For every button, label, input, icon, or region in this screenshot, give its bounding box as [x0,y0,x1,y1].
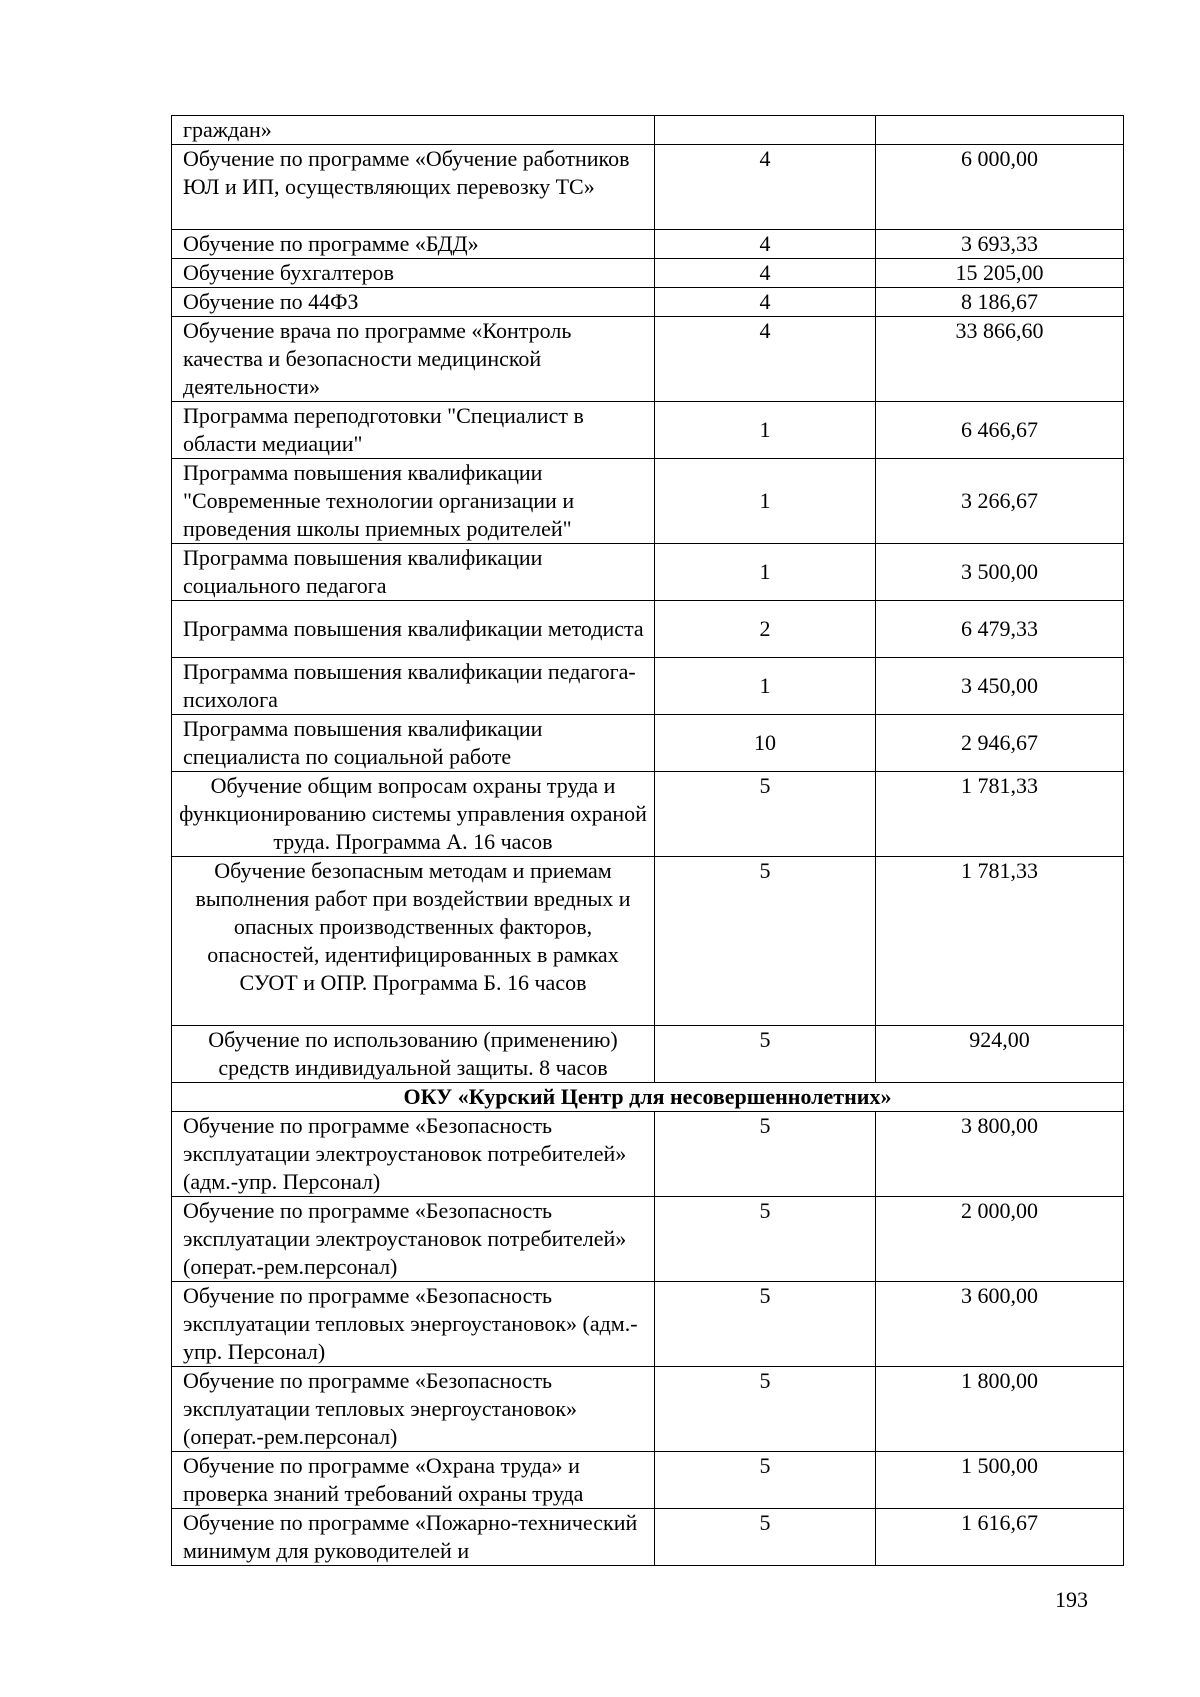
row-quantity-cell: 1 [655,459,876,544]
table-row [172,259,1124,288]
table-row [172,230,1124,259]
table-row [172,116,1124,145]
row-amount-cell: 8 186,67 [876,288,1124,317]
row-amount-cell: 6 479,33 [876,601,1124,658]
table-row [172,715,1124,772]
table-row [172,1509,1124,1566]
table-row [172,601,1124,658]
table-row [172,145,1124,230]
table-row [172,544,1124,601]
row-name-cell: Обучение по программе «Обучение работников ЮЛ и ИП, осуществляющих перевозку ТС» [172,145,655,230]
row-name-cell: Обучение по программе «БДД» [172,230,655,259]
row-quantity-cell: 5 [655,1367,876,1452]
row-quantity-cell: 5 [655,1452,876,1509]
row-amount-cell: 3 800,00 [876,1112,1124,1197]
row-amount-cell: 2 000,00 [876,1197,1124,1282]
row-quantity-cell [655,116,876,145]
row-quantity-cell: 5 [655,1197,876,1282]
row-amount-cell: 33 866,60 [876,317,1124,402]
row-name-cell: Обучение бухгалтеров [172,259,655,288]
row-quantity-cell: 4 [655,317,876,402]
row-name-cell: Обучение по программе «Безопасность эксплуатации тепловых энергоустановок» (адм.-упр. Персонал) [172,1282,655,1367]
row-quantity-cell: 4 [655,145,876,230]
table-row [172,857,1124,1026]
table-row [172,288,1124,317]
row-amount-cell: 2 946,67 [876,715,1124,772]
row-quantity-cell: 2 [655,601,876,658]
row-name-cell: Программа повышения квалификации социального педагога [172,544,655,601]
data-table [171,115,1124,1566]
row-name-cell: Обучение общим вопросам охраны труда и функционированию системы управления охраной труда. Программа А. 16 часов [172,772,655,857]
row-name-cell: Программа повышения квалификации специалиста по социальной работе [172,715,655,772]
row-amount-cell: 1 781,33 [876,857,1124,1026]
row-name-cell: Программа повышения квалификации "Современные технологии организации и проведения школы приемных родителей" [172,459,655,544]
table-row [172,772,1124,857]
table-row [172,1452,1124,1509]
row-name-cell: Обучение по программе «Охрана труда» и проверка знаний требований охраны труда [172,1452,655,1509]
row-name-cell: Обучение по программе «Безопасность эксплуатации электроустановок потребителей» (адм.-упр. Персонал) [172,1112,655,1197]
row-quantity-cell: 5 [655,1282,876,1367]
table-row [172,317,1124,402]
table-row [172,1197,1124,1282]
row-amount-cell: 1 781,33 [876,772,1124,857]
row-name-cell: Программа переподготовки "Специалист в области медиации" [172,402,655,459]
row-name-cell: Обучение по программе «Безопасность эксплуатации тепловых энергоустановок» (операт.-рем.персонал) [172,1367,655,1452]
row-name-cell: Программа повышения квалификации педагога-психолога [172,658,655,715]
table-row [172,1282,1124,1367]
row-amount-cell: 3 450,00 [876,658,1124,715]
row-quantity-cell: 5 [655,1026,876,1083]
table-row [172,402,1124,459]
page-number: 193 [1055,1587,1088,1612]
table-row [172,1112,1124,1197]
row-quantity-cell: 1 [655,658,876,715]
row-amount-cell: 3 266,67 [876,459,1124,544]
table-row [172,1367,1124,1452]
row-quantity-cell: 5 [655,772,876,857]
row-amount-cell: 6 466,67 [876,402,1124,459]
table-row [172,1026,1124,1083]
row-name-cell: Обучение по 44ФЗ [172,288,655,317]
row-name-cell: Обучение по использованию (применению) средств индивидуальной защиты. 8 часов [172,1026,655,1083]
row-amount-cell: 1 800,00 [876,1367,1124,1452]
row-amount-cell: 1 500,00 [876,1452,1124,1509]
row-name-cell: граждан» [172,116,655,145]
row-quantity-cell: 10 [655,715,876,772]
row-amount-cell: 3 693,33 [876,230,1124,259]
section-heading: ОКУ «Курский Центр для несовершеннолетних» [172,1083,1124,1112]
row-quantity-cell: 4 [655,259,876,288]
row-amount-cell: 1 616,67 [876,1509,1124,1566]
row-amount-cell: 3 500,00 [876,544,1124,601]
row-quantity-cell: 5 [655,1112,876,1197]
row-amount-cell [876,116,1124,145]
section-row [172,1083,1124,1112]
row-name-cell: Обучение по программе «Безопасность эксплуатации электроустановок потребителей» (операт.-рем.персонал) [172,1197,655,1282]
row-name-cell: Обучение по программе «Пожарно-технический минимум для руководителей и [172,1509,655,1566]
row-amount-cell: 3 600,00 [876,1282,1124,1367]
row-quantity-cell: 5 [655,857,876,1026]
row-name-cell: Обучение безопасным методам и приемам выполнения работ при воздействии вредных и опасных производственных факторов, опасностей, идентифицированных в рамках СУОТ и ОПР. Программа Б. 16 часов [172,857,655,1026]
row-amount-cell: 15 205,00 [876,259,1124,288]
table-row [172,658,1124,715]
row-quantity-cell: 5 [655,1509,876,1566]
table-row [172,459,1124,544]
row-quantity-cell: 1 [655,402,876,459]
row-quantity-cell: 4 [655,230,876,259]
row-name-cell: Программа повышения квалификации методиста [172,601,655,658]
row-amount-cell: 6 000,00 [876,145,1124,230]
row-quantity-cell: 4 [655,288,876,317]
row-amount-cell: 924,00 [876,1026,1124,1083]
row-name-cell: Обучение врача по программе «Контроль качества и безопасности медицинской деятельности» [172,317,655,402]
row-quantity-cell: 1 [655,544,876,601]
